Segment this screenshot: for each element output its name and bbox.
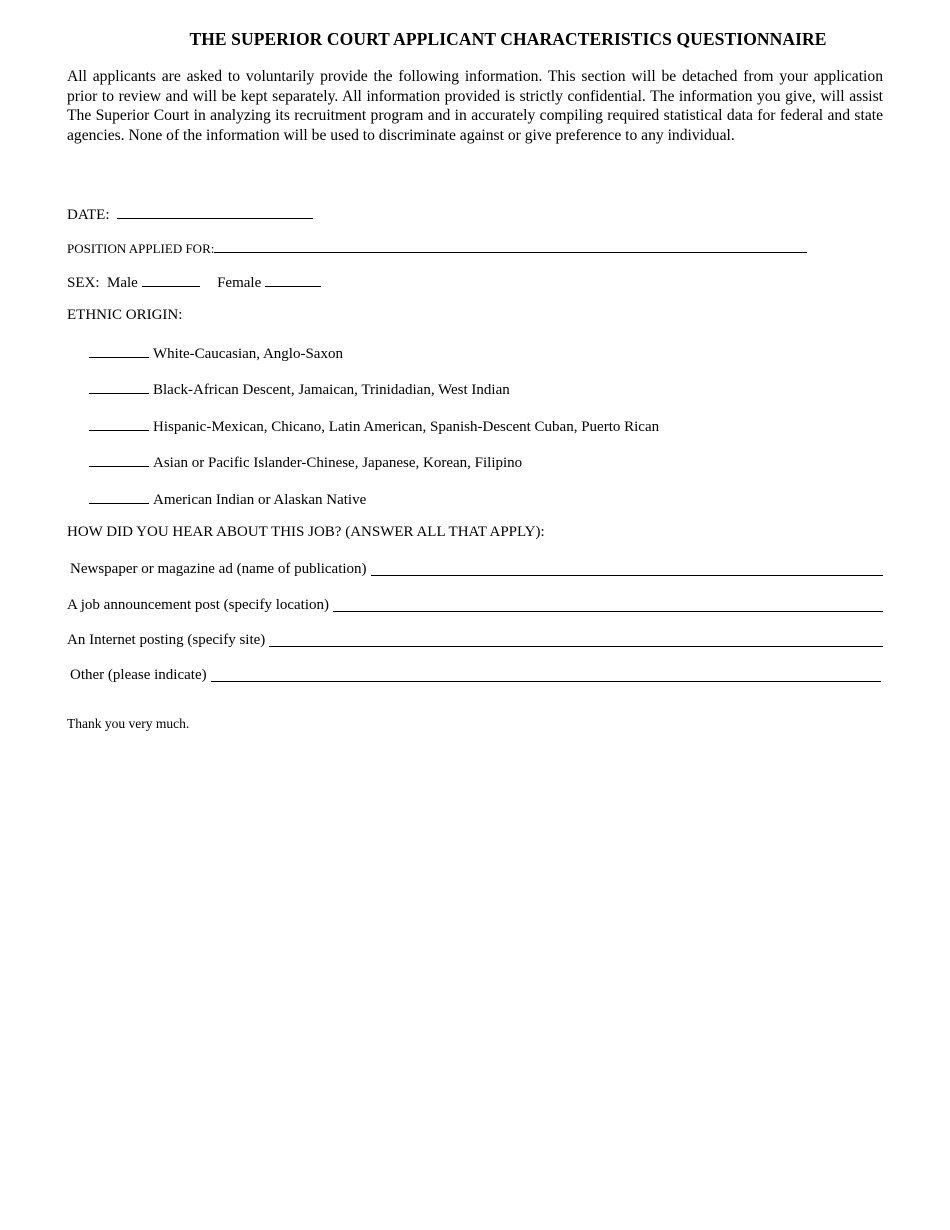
sex-row: [67, 272, 321, 292]
ethnic-option-blank[interactable]: [89, 343, 149, 358]
date-row: [67, 204, 313, 224]
source-label: Newspaper or magazine ad (name of publication): [70, 561, 367, 577]
male-label: Male: [107, 275, 138, 291]
female-field[interactable]: [265, 272, 321, 287]
ethnic-option: [89, 379, 510, 399]
ethnic-option-blank[interactable]: [89, 452, 149, 467]
ethnic-option: [89, 452, 522, 472]
source-field[interactable]: [371, 561, 883, 576]
source-field[interactable]: [269, 632, 883, 647]
ethnic-option: [89, 343, 343, 363]
ethnic-option-label: Black-African Descent, Jamaican, Trinidadian, West Indian: [153, 382, 510, 398]
ethnic-option-label: White-Caucasian, Anglo-Saxon: [153, 346, 343, 362]
ethnic-option: [89, 489, 366, 509]
ethnic-option-blank[interactable]: [89, 379, 149, 394]
ethnic-option: [89, 416, 659, 436]
source-label: A job announcement post (specify location): [67, 597, 330, 613]
ethnic-option-blank[interactable]: [89, 416, 149, 431]
source-row-other: [70, 666, 881, 684]
ethnic-option-blank[interactable]: [89, 489, 149, 504]
source-label: An Internet posting (specify site): [67, 632, 266, 648]
source-field[interactable]: [211, 667, 881, 682]
male-field[interactable]: [142, 272, 200, 287]
source-row-internet: [67, 631, 883, 649]
ethnic-option-label: American Indian or Alaskan Native: [153, 492, 367, 508]
thank-you-note: Thank you very much.: [67, 716, 190, 731]
ethnic-origin-label: ETHNIC ORIGIN:: [67, 307, 183, 323]
hear-question: HOW DID YOU HEAR ABOUT THIS JOB? (ANSWER ALL THAT APPLY):: [67, 524, 545, 540]
ethnic-option-label: Asian or Pacific Islander-Chinese, Japanese, Korean, Filipino: [153, 455, 523, 471]
source-field[interactable]: [333, 597, 883, 612]
page-title: THE SUPERIOR COURT APPLICANT CHARACTERISTICS QUESTIONNAIRE: [189, 29, 827, 49]
date-field[interactable]: [117, 204, 313, 219]
source-label: Other (please indicate): [70, 667, 207, 683]
source-row-job-announcement: [67, 596, 883, 614]
female-label: Female: [217, 275, 262, 291]
ethnic-option-label: Hispanic-Mexican, Chicano, Latin American, Spanish-Descent Cuban, Puerto Rican: [153, 419, 660, 435]
sex-label: SEX:: [67, 275, 100, 291]
position-row: [67, 238, 807, 258]
source-row-newspaper: [70, 560, 883, 578]
intro-paragraph: All applicants are asked to voluntarily provide the following information. This section will be detached from your application prior to review and will be kept separately. All information provided is strictly confidential. The information you give, will assist The Superior Court in analyzing its recruitment program and in accurately compiling required statistical data for federal and state agencies. None of the information will be used to discriminate against or give preference to any individual.: [67, 68, 883, 144]
date-label: DATE:: [67, 207, 110, 223]
position-label: POSITION APPLIED FOR:: [67, 241, 215, 256]
position-field[interactable]: [214, 238, 807, 253]
